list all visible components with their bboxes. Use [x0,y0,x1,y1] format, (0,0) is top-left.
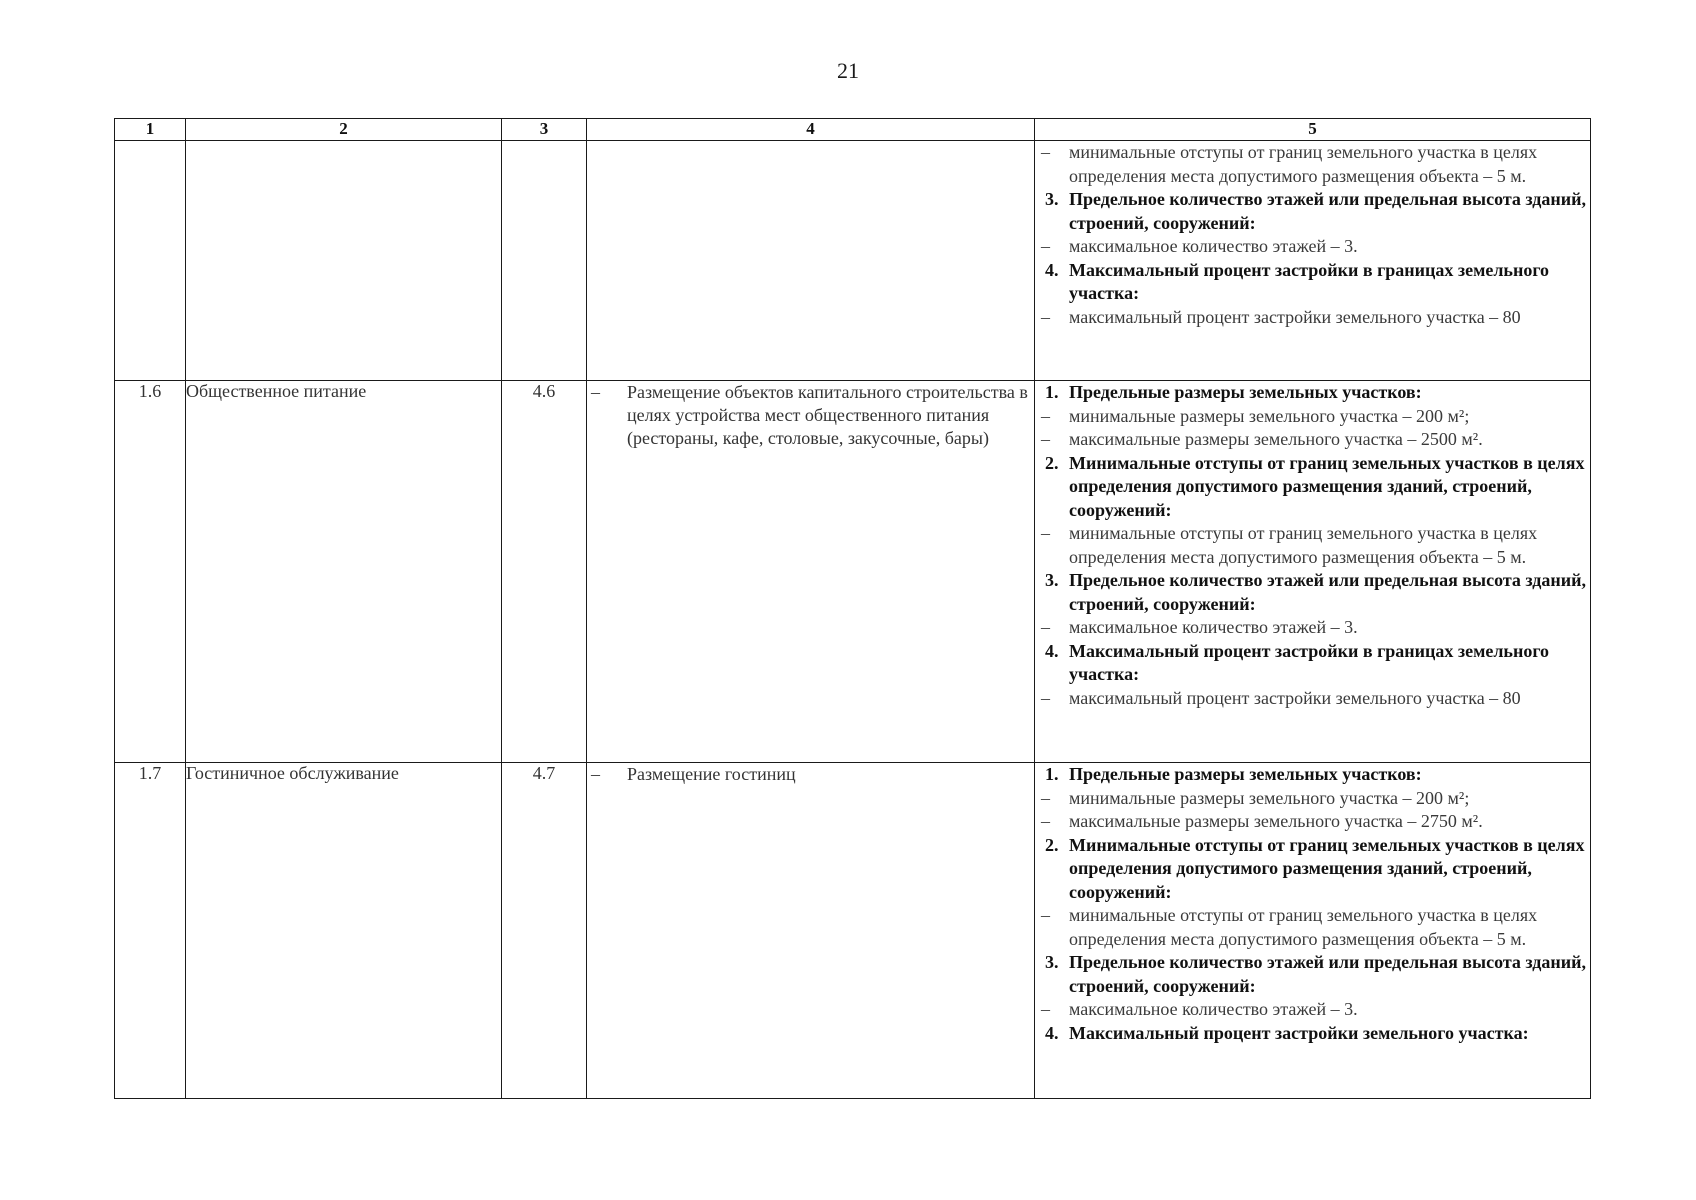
cell-code [502,141,587,381]
param-heading [1035,452,1590,523]
param-marker: – [1041,429,1050,449]
table-row-continuation [115,141,1591,381]
table-row [115,763,1591,1099]
param-text: Предельное количество этажей или предельная высота зданий, строений, сооружений: [1069,570,1587,614]
param-text: Предельное количество этажей или предельная высота зданий, строений, сооружений: [1069,952,1587,996]
cell-num: 1.7 [115,763,186,1099]
param-marker: 2. [1045,834,1059,855]
cell-num [115,141,186,381]
param-marker: – [1041,999,1050,1019]
table-row [115,381,1591,763]
param-heading [1035,834,1590,905]
param-marker: 1. [1045,382,1059,402]
param-item [1035,428,1590,452]
param-text: Максимальный процент застройки в границах земельного участка: [1069,259,1550,303]
param-item [1035,810,1590,834]
cell-code: 4.7 [502,763,587,1099]
param-text: Максимальный процент застройки земельного участка: [1069,1022,1529,1043]
param-text: максимальные размеры земельного участка – 2500 м². [1069,429,1483,449]
param-heading [1035,1022,1590,1046]
param-marker: 3. [1045,189,1059,209]
param-heading [1035,188,1590,235]
cell-desc [587,763,1035,1099]
param-heading [1035,259,1590,306]
param-marker: 4. [1045,640,1059,661]
param-marker: – [1041,617,1050,637]
param-marker: – [1041,405,1050,426]
param-text: Минимальные отступы от границ земельных участков в целях определения допустимого размещения зданий, строений, сооружений: [1069,834,1585,902]
param-text: минимальные отступы от границ земельного участка в целях определения места допустимого размещения объекта – 5 м. [1069,142,1538,186]
cell-name: Общественное питание [186,381,502,763]
param-item [1035,235,1590,259]
param-marker: 2. [1045,452,1059,473]
param-marker: 3. [1045,952,1059,972]
param-text: максимальные размеры земельного участка – 2750 м². [1069,811,1483,831]
params-list [1035,141,1590,329]
param-item [1035,405,1590,429]
param-text: максимальный процент застройки земельного участка – 80 [1069,687,1521,708]
header-col-2: 2 [186,119,502,141]
param-text: минимальные отступы от границ земельного участка в целях определения места допустимого размещения объекта – 5 м. [1069,523,1538,567]
param-marker: – [1041,787,1050,808]
param-text: Максимальный процент застройки в границах земельного участка: [1069,640,1550,684]
param-item [1035,787,1590,811]
param-text: максимальное количество этажей – 3. [1069,999,1358,1019]
cell-num: 1.6 [115,381,186,763]
param-marker: 3. [1045,570,1059,590]
header-col-3: 3 [502,119,587,141]
param-item [1035,141,1590,188]
cell-desc [587,141,1035,381]
param-text: минимальные размеры земельного участка – 200 м²; [1069,405,1470,426]
param-marker: – [1041,306,1050,327]
param-marker: – [1041,523,1050,543]
param-marker: – [1041,905,1050,925]
param-heading [1035,381,1590,405]
cell-desc [587,381,1035,763]
desc-dash: – [591,382,600,402]
param-heading [1035,569,1590,616]
cell-name [186,141,502,381]
header-col-5: 5 [1035,119,1591,141]
param-text: Предельное количество этажей или предельная высота зданий, строений, сооружений: [1069,189,1587,233]
param-heading [1035,763,1590,787]
param-text: Минимальные отступы от границ земельных участков в целях определения допустимого размещения зданий, строений, сооружений: [1069,452,1585,520]
param-item [1035,522,1590,569]
desc-dash: – [591,764,600,784]
param-marker: – [1041,142,1050,162]
param-item [1035,904,1590,951]
param-heading [1035,951,1590,998]
cell-name: Гостиничное обслуживание [186,763,502,1099]
cell-params [1035,763,1591,1099]
param-item [1035,616,1590,640]
desc-text: Размещение гостиниц [627,764,796,784]
params-list [1035,763,1590,1045]
param-marker: 4. [1045,1022,1059,1043]
header-row [115,119,1591,141]
param-marker: – [1041,811,1050,831]
params-list [1035,381,1590,710]
param-item [1035,306,1590,330]
cell-params [1035,141,1591,381]
param-text: Предельные размеры земельных участков: [1069,764,1422,784]
param-text: минимальные отступы от границ земельного участка в целях определения места допустимого размещения объекта – 5 м. [1069,905,1538,949]
header-col-1: 1 [115,119,186,141]
param-text: минимальные размеры земельного участка – 200 м²; [1069,787,1470,808]
cell-params [1035,381,1591,763]
desc-text: Размещение объектов капитального строительства в целях устройства мест общественного питания (рестораны, кафе, столовые, закусочные, бары) [627,382,1028,448]
param-marker: 1. [1045,764,1059,784]
param-text: максимальное количество этажей – 3. [1069,236,1358,256]
param-heading [1035,640,1590,687]
param-marker: – [1041,687,1050,708]
param-marker: 4. [1045,259,1059,280]
zoning-table [114,118,1591,1099]
param-text: максимальное количество этажей – 3. [1069,617,1358,637]
cell-code: 4.6 [502,381,587,763]
param-text: Предельные размеры земельных участков: [1069,382,1422,402]
param-item [1035,998,1590,1022]
param-text: максимальный процент застройки земельного участка – 80 [1069,306,1521,327]
param-item [1035,687,1590,711]
page-number: 21 [837,58,859,83]
header-col-4: 4 [587,119,1035,141]
param-marker: – [1041,236,1050,256]
